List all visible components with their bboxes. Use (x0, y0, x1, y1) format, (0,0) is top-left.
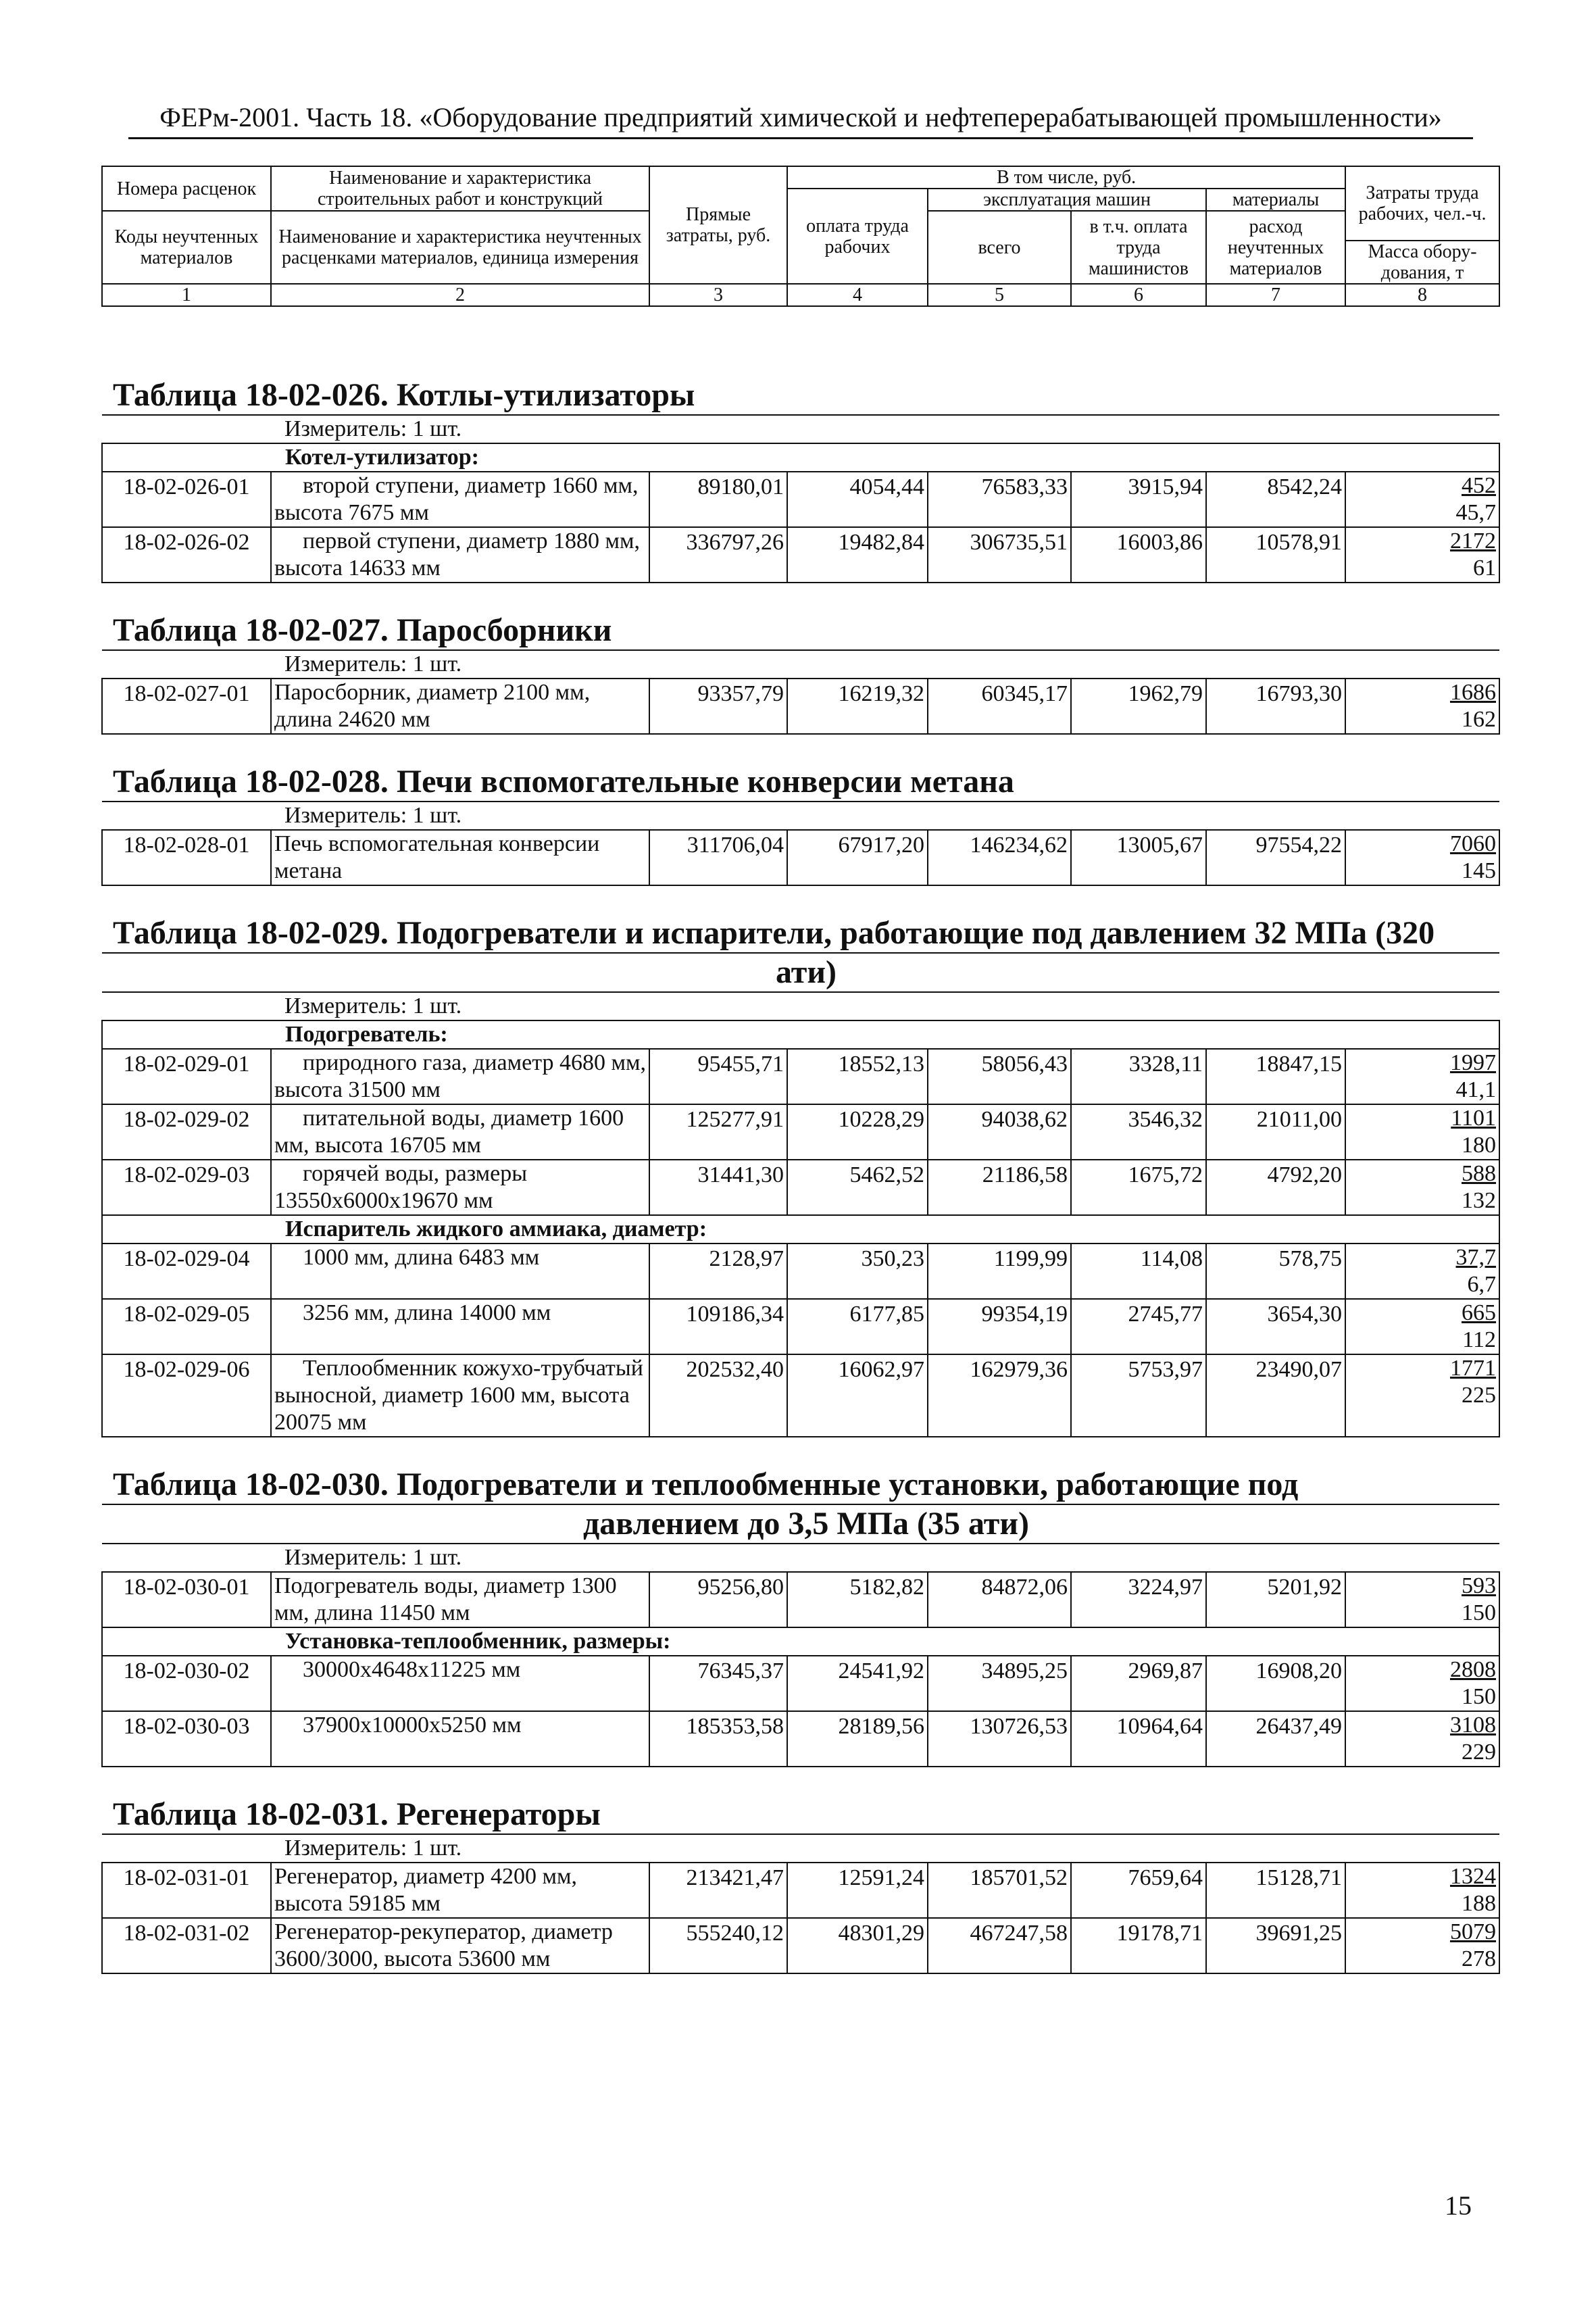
table-title-row (102, 583, 1499, 650)
table-row (102, 1863, 1499, 1918)
table-title-row (102, 1437, 1499, 1504)
cost-value: 146234,62 (928, 830, 1071, 885)
rate-code: 18-02-031-01 (102, 1863, 271, 1918)
labor-and-mass-cell (1345, 1299, 1499, 1354)
table-row (102, 1244, 1499, 1299)
group-heading-row (102, 1215, 1499, 1244)
rate-code: 18-02-029-05 (102, 1299, 271, 1354)
cost-value: 578,75 (1206, 1244, 1345, 1299)
labor-value: 2808 (1450, 1657, 1496, 1682)
work-name: первой ступени, диаметр 1880 мм, высота 14633 мм (271, 527, 649, 583)
cost-value: 16003,86 (1071, 527, 1206, 583)
group-heading-row (102, 1627, 1499, 1656)
group-heading-row (102, 1020, 1499, 1049)
work-name: второй ступени, диаметр 1660 мм, высота 7675 мм (271, 472, 649, 527)
rate-code: 18-02-030-03 (102, 1711, 271, 1767)
unit-measure-row (102, 650, 1499, 679)
col-number: 6 (1071, 284, 1206, 306)
cost-value: 12591,24 (787, 1863, 928, 1918)
table-row (102, 1160, 1499, 1215)
cost-value: 16793,30 (1206, 679, 1345, 734)
mass-value: 229 (1462, 1740, 1496, 1765)
col-header-material-codes: Коды неучтенных материалов (102, 211, 271, 284)
cost-value: 60345,17 (928, 679, 1071, 734)
col-header-material-names: Наименование и характеристика неучтенных расценками материалов, единица измерения (271, 211, 649, 284)
mass-value: 188 (1462, 1891, 1496, 1916)
cost-value: 185701,52 (928, 1863, 1071, 1918)
col-number: 4 (787, 284, 928, 306)
labor-and-mass-cell (1345, 1049, 1499, 1104)
cost-value: 84872,06 (928, 1572, 1071, 1627)
rate-code: 18-02-029-02 (102, 1104, 271, 1160)
cost-value: 21186,58 (928, 1160, 1071, 1215)
cost-value: 15128,71 (1206, 1863, 1345, 1918)
cost-value: 95455,71 (649, 1049, 787, 1104)
mass-value: 6,7 (1467, 1272, 1496, 1297)
cost-value: 467247,58 (928, 1918, 1071, 1973)
work-name: 30000x4648x11225 мм (271, 1656, 649, 1711)
col-header-materials: материалы (1206, 189, 1345, 211)
table-title-row (102, 734, 1499, 802)
cost-value: 99354,19 (928, 1299, 1071, 1354)
unit-measure: Измеритель: 1 шт. (102, 1834, 1499, 1863)
cost-value: 6177,85 (787, 1299, 928, 1354)
labor-and-mass-cell (1345, 1656, 1499, 1711)
table-title: Таблица 18-02-028. Печи вспомогательные конверсии метана (102, 734, 1499, 802)
table-title-continued: ати) (102, 953, 1499, 992)
cost-value: 26437,49 (1206, 1711, 1345, 1767)
cost-value: 16219,32 (787, 679, 928, 734)
column-header-table (101, 166, 1500, 307)
rate-code: 18-02-026-02 (102, 527, 271, 583)
work-name: 1000 мм, длина 6483 мм (271, 1244, 649, 1299)
labor-value: 1101 (1451, 1106, 1496, 1131)
cost-value: 1675,72 (1071, 1160, 1206, 1215)
table-row (102, 1711, 1499, 1767)
labor-value: 37,7 (1455, 1245, 1496, 1270)
rate-code: 18-02-031-02 (102, 1918, 271, 1973)
work-name: питательной воды, диаметр 1600 мм, высота 16705 мм (271, 1104, 649, 1160)
mass-value: 45,7 (1455, 500, 1496, 525)
labor-and-mass-cell (1345, 679, 1499, 734)
labor-value: 588 (1462, 1161, 1496, 1186)
unit-measure-row (102, 992, 1499, 1020)
mass-value: 225 (1462, 1383, 1496, 1408)
cost-value: 13005,67 (1071, 830, 1206, 885)
cost-value: 58056,43 (928, 1049, 1071, 1104)
unit-measure: Измеритель: 1 шт. (102, 802, 1499, 830)
cost-value: 76583,33 (928, 472, 1071, 527)
table-row (102, 679, 1499, 734)
cost-value: 76345,37 (649, 1656, 787, 1711)
mass-value: 150 (1462, 1600, 1496, 1625)
cost-value: 109186,34 (649, 1299, 787, 1354)
cost-value: 21011,00 (1206, 1104, 1345, 1160)
labor-and-mass-cell (1345, 1244, 1499, 1299)
rates-table (101, 348, 1500, 1974)
mass-value: 112 (1462, 1327, 1496, 1352)
cost-value: 48301,29 (787, 1918, 928, 1973)
table-title: Таблица 18-02-031. Регенераторы (102, 1767, 1499, 1834)
unit-measure-row (102, 415, 1499, 443)
table-title-row (102, 348, 1499, 415)
mass-value: 41,1 (1455, 1077, 1496, 1102)
table-row (102, 1049, 1499, 1104)
col-number: 7 (1206, 284, 1345, 306)
col-number: 3 (649, 284, 787, 306)
cost-value: 350,23 (787, 1244, 928, 1299)
rate-code: 18-02-030-02 (102, 1656, 271, 1711)
cost-value: 67917,20 (787, 830, 928, 885)
table-row (102, 1572, 1499, 1627)
labor-and-mass-cell (1345, 1572, 1499, 1627)
cost-value: 16908,20 (1206, 1656, 1345, 1711)
cost-value: 1962,79 (1071, 679, 1206, 734)
labor-value: 2172 (1450, 528, 1496, 553)
mass-value: 162 (1462, 707, 1496, 732)
rate-code: 18-02-026-01 (102, 472, 271, 527)
table-row (102, 830, 1499, 885)
unit-measure: Измеритель: 1 шт. (102, 1544, 1499, 1572)
labor-value: 1324 (1450, 1864, 1496, 1889)
table-title-row (102, 1767, 1499, 1834)
cost-value: 89180,01 (649, 472, 787, 527)
cost-value: 10228,29 (787, 1104, 928, 1160)
unit-measure-row (102, 1834, 1499, 1863)
cost-value: 31441,30 (649, 1160, 787, 1215)
col-header-direct-costs: Прямые затраты, руб. (649, 166, 787, 284)
cost-value: 185353,58 (649, 1711, 787, 1767)
table-title-continued-row (102, 953, 1499, 992)
cost-value: 1199,99 (928, 1244, 1071, 1299)
unit-measure-row (102, 1544, 1499, 1572)
col-header-work-name: Наименование и характеристика строительных работ и конструкций (271, 166, 649, 211)
work-name: Регенератор, диаметр 4200 мм, высота 59185 мм (271, 1863, 649, 1918)
cost-value: 2128,97 (649, 1244, 787, 1299)
cost-value: 213421,47 (649, 1863, 787, 1918)
cost-value: 555240,12 (649, 1918, 787, 1973)
cost-value: 336797,26 (649, 527, 787, 583)
labor-and-mass-cell (1345, 830, 1499, 885)
table-row (102, 1656, 1499, 1711)
labor-value: 593 (1462, 1573, 1496, 1598)
unit-measure: Измеритель: 1 шт. (102, 992, 1499, 1020)
cost-value: 19482,84 (787, 527, 928, 583)
cost-value: 130726,53 (928, 1711, 1071, 1767)
group-heading-row (102, 443, 1499, 472)
work-name: 37900x10000x5250 мм (271, 1711, 649, 1767)
table-title: Таблица 18-02-029. Подогреватели и испарители, работающие под давлением 32 МПа (320 (102, 885, 1499, 953)
group-heading: Подогреватель: (102, 1020, 1499, 1049)
table-row (102, 527, 1499, 583)
cost-value: 162979,36 (928, 1354, 1071, 1437)
labor-and-mass-cell (1345, 1354, 1499, 1437)
cost-value: 2969,87 (1071, 1656, 1206, 1711)
table-title-continued-row (102, 1504, 1499, 1544)
rate-code: 18-02-029-01 (102, 1049, 271, 1104)
cost-value: 3915,94 (1071, 472, 1206, 527)
col-number: 8 (1345, 284, 1499, 306)
work-name: Теплообменник кожухо-трубчатый выносной, диаметр 1600 мм, высота 20075 мм (271, 1354, 649, 1437)
cost-value: 24541,92 (787, 1656, 928, 1711)
mass-value: 180 (1462, 1133, 1496, 1158)
table-title: Таблица 18-02-026. Котлы-утилизаторы (102, 348, 1499, 415)
unit-measure-row (102, 802, 1499, 830)
col-header-machines-total: всего (928, 211, 1071, 284)
table-title: Таблица 18-02-027. Паросборники (102, 583, 1499, 650)
cost-value: 8542,24 (1206, 472, 1345, 527)
cost-value: 4792,20 (1206, 1160, 1345, 1215)
labor-and-mass-cell (1345, 527, 1499, 583)
rate-code: 18-02-030-01 (102, 1572, 271, 1627)
rate-code: 18-02-029-03 (102, 1160, 271, 1215)
work-name: Подогреватель воды, диаметр 1300 мм, длина 11450 мм (271, 1572, 649, 1627)
cost-value: 5201,92 (1206, 1572, 1345, 1627)
cost-value: 5182,82 (787, 1572, 928, 1627)
labor-and-mass-cell (1345, 1711, 1499, 1767)
cost-value: 311706,04 (649, 830, 787, 885)
cost-value: 23490,07 (1206, 1354, 1345, 1437)
col-header-operator-pay: в т.ч. оплата труда машинистов (1071, 211, 1206, 284)
labor-value: 665 (1462, 1300, 1496, 1325)
cost-value: 3546,32 (1071, 1104, 1206, 1160)
cost-value: 93357,79 (649, 679, 787, 734)
col-header-labor-costs: Затраты труда рабочих, чел.-ч. (1345, 166, 1499, 241)
cost-value: 125277,91 (649, 1104, 787, 1160)
rate-code: 18-02-027-01 (102, 679, 271, 734)
table-row (102, 1918, 1499, 1973)
rate-code: 18-02-029-04 (102, 1244, 271, 1299)
table-title: Таблица 18-02-030. Подогреватели и теплообменные установки, работающие под (102, 1437, 1499, 1504)
rate-code: 18-02-029-06 (102, 1354, 271, 1437)
labor-and-mass-cell (1345, 1104, 1499, 1160)
mass-value: 61 (1473, 556, 1496, 581)
labor-value: 7060 (1450, 831, 1496, 856)
table-row (102, 1299, 1499, 1354)
cost-value: 3224,97 (1071, 1572, 1206, 1627)
labor-and-mass-cell (1345, 1918, 1499, 1973)
labor-value: 1686 (1450, 680, 1496, 705)
table-title-row (102, 885, 1499, 953)
page-number: 15 (1445, 2190, 1472, 2221)
work-name: Печь вспомогательная конверсии метана (271, 830, 649, 885)
cost-value: 4054,44 (787, 472, 928, 527)
col-header-worker-pay: оплата труда рабочих (787, 189, 928, 284)
cost-value: 28189,56 (787, 1711, 928, 1767)
cost-value: 39691,25 (1206, 1918, 1345, 1973)
mass-value: 145 (1462, 858, 1496, 883)
labor-and-mass-cell (1345, 1863, 1499, 1918)
cost-value: 114,08 (1071, 1244, 1206, 1299)
mass-value: 278 (1462, 1946, 1496, 1971)
cost-value: 5753,97 (1071, 1354, 1206, 1437)
cost-value: 5462,52 (787, 1160, 928, 1215)
work-name: природного газа, диаметр 4680 мм, высота 31500 мм (271, 1049, 649, 1104)
col-number: 5 (928, 284, 1071, 306)
unit-measure: Измеритель: 1 шт. (102, 650, 1499, 679)
cost-value: 3328,11 (1071, 1049, 1206, 1104)
col-header-including: В том числе, руб. (787, 166, 1345, 189)
cost-value: 3654,30 (1206, 1299, 1345, 1354)
cost-value: 7659,64 (1071, 1863, 1206, 1918)
col-header-equipment-mass: Масса обору-дования, т (1345, 241, 1499, 284)
col-header-rate-numbers: Номера расценок (102, 166, 271, 211)
table-row (102, 472, 1499, 527)
cost-value: 19178,71 (1071, 1918, 1206, 1973)
work-name: горячей воды, размеры 13550x6000x19670 мм (271, 1160, 649, 1215)
cost-value: 34895,25 (928, 1656, 1071, 1711)
cost-value: 10964,64 (1071, 1711, 1206, 1767)
cost-value: 18552,13 (787, 1049, 928, 1104)
work-name: Регенератор-рекуператор, диаметр 3600/3000, высота 53600 мм (271, 1918, 649, 1973)
group-heading: Котел-утилизатор: (102, 443, 1499, 472)
group-heading: Испаритель жидкого аммиака, диаметр: (102, 1215, 1499, 1244)
mass-value: 132 (1462, 1188, 1496, 1213)
labor-and-mass-cell (1345, 1160, 1499, 1215)
table-row (102, 1104, 1499, 1160)
labor-value: 5079 (1450, 1919, 1496, 1944)
table-row (102, 1354, 1499, 1437)
cost-value: 16062,97 (787, 1354, 928, 1437)
page-header: ФЕРм-2001. Часть 18. «Оборудование предприятий химической и нефтеперерабатывающей промышленности» (128, 101, 1473, 139)
table-title-continued: давлением до 3,5 МПа (35 ати) (102, 1504, 1499, 1544)
labor-value: 452 (1462, 473, 1496, 498)
group-heading: Установка-теплообменник, размеры: (102, 1627, 1499, 1656)
cost-value: 2745,77 (1071, 1299, 1206, 1354)
cost-value: 94038,62 (928, 1104, 1071, 1160)
cost-value: 18847,15 (1206, 1049, 1345, 1104)
labor-value: 3108 (1450, 1713, 1496, 1738)
labor-value: 1997 (1450, 1050, 1496, 1075)
labor-and-mass-cell (1345, 472, 1499, 527)
labor-value: 1771 (1450, 1356, 1496, 1381)
cost-value: 202532,40 (649, 1354, 787, 1437)
col-number: 1 (102, 284, 271, 306)
unit-measure: Измеритель: 1 шт. (102, 415, 1499, 443)
mass-value: 150 (1462, 1684, 1496, 1709)
work-name: Паросборник, диаметр 2100 мм, длина 24620 мм (271, 679, 649, 734)
cost-value: 10578,91 (1206, 527, 1345, 583)
cost-value: 306735,51 (928, 527, 1071, 583)
col-header-material-usage: расход неучтенных материалов (1206, 211, 1345, 284)
cost-value: 95256,80 (649, 1572, 787, 1627)
cost-value: 97554,22 (1206, 830, 1345, 885)
col-header-machine-operation: эксплуатация машин (928, 189, 1206, 211)
rate-code: 18-02-028-01 (102, 830, 271, 885)
work-name: 3256 мм, длина 14000 мм (271, 1299, 649, 1354)
col-number: 2 (271, 284, 649, 306)
